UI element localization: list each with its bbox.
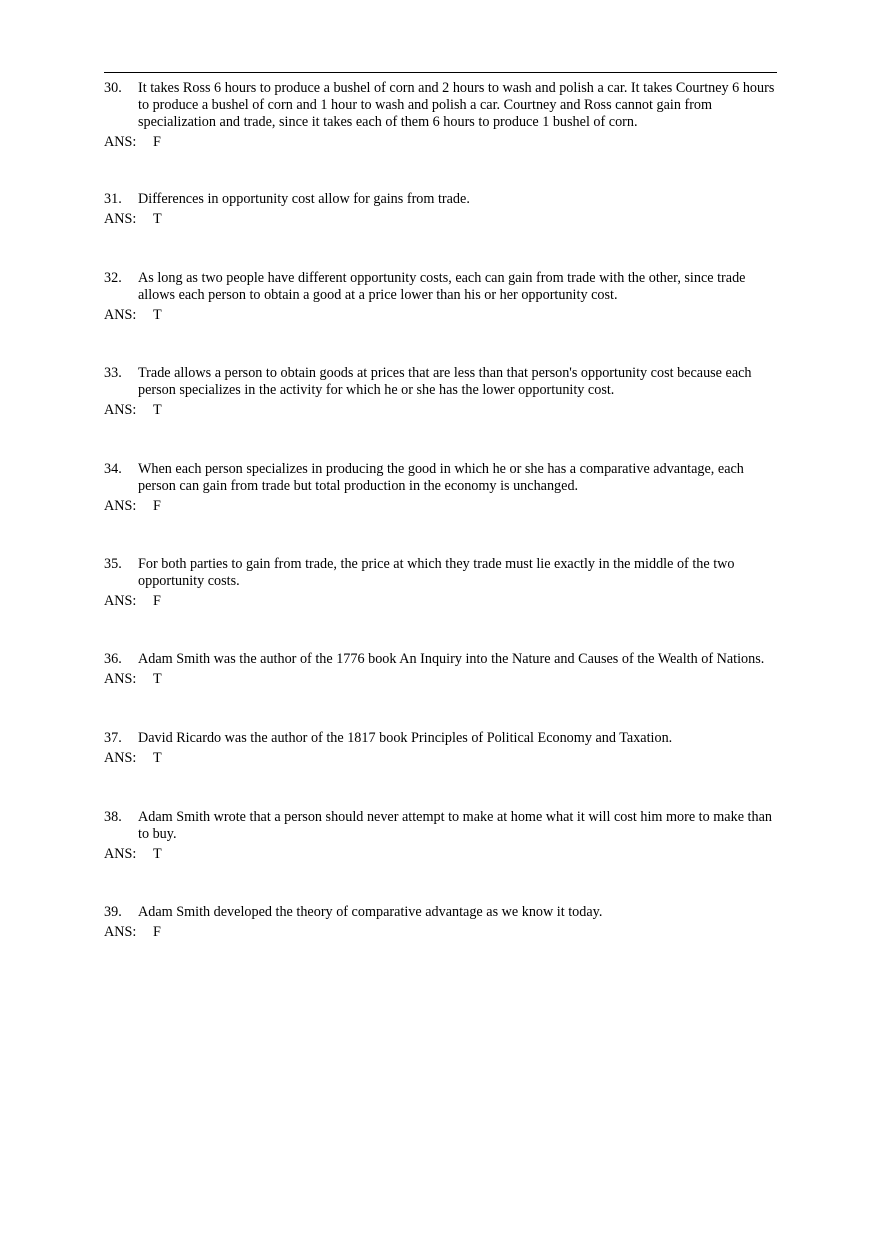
answer-label: ANS: <box>104 402 137 418</box>
top-divider <box>104 72 777 73</box>
answer-value: T <box>153 750 162 766</box>
answer-label: ANS: <box>104 846 137 862</box>
question-item <box>104 651 777 688</box>
question-text: Differences in opportunity cost allow for gains from trade. <box>138 191 470 207</box>
answer-value: T <box>153 671 162 687</box>
question-item <box>104 80 777 151</box>
question-text: David Ricardo was the author of the 1817 book Principles of Political Economy and Taxation. <box>138 730 673 746</box>
question-text: Adam Smith wrote that a person should never attempt to make at home what it will cost him more to make than to buy. <box>138 809 772 842</box>
answer-label: ANS: <box>104 498 137 514</box>
question-number: 32. <box>104 270 122 286</box>
answer-value: F <box>153 924 161 940</box>
question-number: 37. <box>104 730 122 746</box>
question-text: Adam Smith was the author of the 1776 book An Inquiry into the Nature and Causes of the Wealth of Nations. <box>138 651 765 667</box>
answer-value: F <box>153 498 161 514</box>
question-number: 30. <box>104 80 122 96</box>
question-number: 38. <box>104 809 122 825</box>
question-item <box>104 809 777 863</box>
question-text: For both parties to gain from trade, the price at which they trade must lie exactly in the middle of the two opportunity costs. <box>138 556 735 589</box>
answer-value: T <box>153 211 162 227</box>
question-item <box>104 270 777 324</box>
question-item <box>104 461 777 515</box>
answer-value: F <box>153 593 161 609</box>
question-item <box>104 191 777 228</box>
question-text: When each person specializes in producing the good in which he or she has a comparative advantage, each person can gain from trade but total production in the economy is unchanged. <box>138 461 744 494</box>
answer-label: ANS: <box>104 593 137 609</box>
question-item <box>104 730 777 767</box>
answer-label: ANS: <box>104 671 137 687</box>
question-number: 39. <box>104 904 122 920</box>
question-item <box>104 556 777 610</box>
question-item <box>104 365 777 419</box>
question-text: As long as two people have different opportunity costs, each can gain from trade with the other, since trade allows each person to obtain a good at a price lower than his or her opportunity cost. <box>138 270 746 303</box>
answer-label: ANS: <box>104 307 137 323</box>
answer-label: ANS: <box>104 750 137 766</box>
question-text: Trade allows a person to obtain goods at prices that are less than that person's opportunity cost because each person specializes in the activity for which he or she has the lower opportunity cost. <box>138 365 752 398</box>
answer-label: ANS: <box>104 924 137 940</box>
question-number: 31. <box>104 191 122 207</box>
answer-value: F <box>153 134 161 150</box>
answer-value: T <box>153 402 162 418</box>
question-number: 33. <box>104 365 122 381</box>
question-number: 35. <box>104 556 122 572</box>
answer-label: ANS: <box>104 211 137 227</box>
question-item <box>104 904 777 941</box>
question-text: It takes Ross 6 hours to produce a bushel of corn and 2 hours to wash and polish a car. It takes Courtney 6 hours to produce a bushel of corn and 1 hour to wash and polish a car. Courtney and Ross cannot gain from specialization and trade, since it takes each of them 6 hours to produce 1 bushel of corn. <box>138 80 775 130</box>
answer-label: ANS: <box>104 134 137 150</box>
question-text: Adam Smith developed the theory of comparative advantage as we know it today. <box>138 904 603 920</box>
answer-value: T <box>153 307 162 323</box>
question-number: 34. <box>104 461 122 477</box>
question-number: 36. <box>104 651 122 667</box>
answer-value: T <box>153 846 162 862</box>
